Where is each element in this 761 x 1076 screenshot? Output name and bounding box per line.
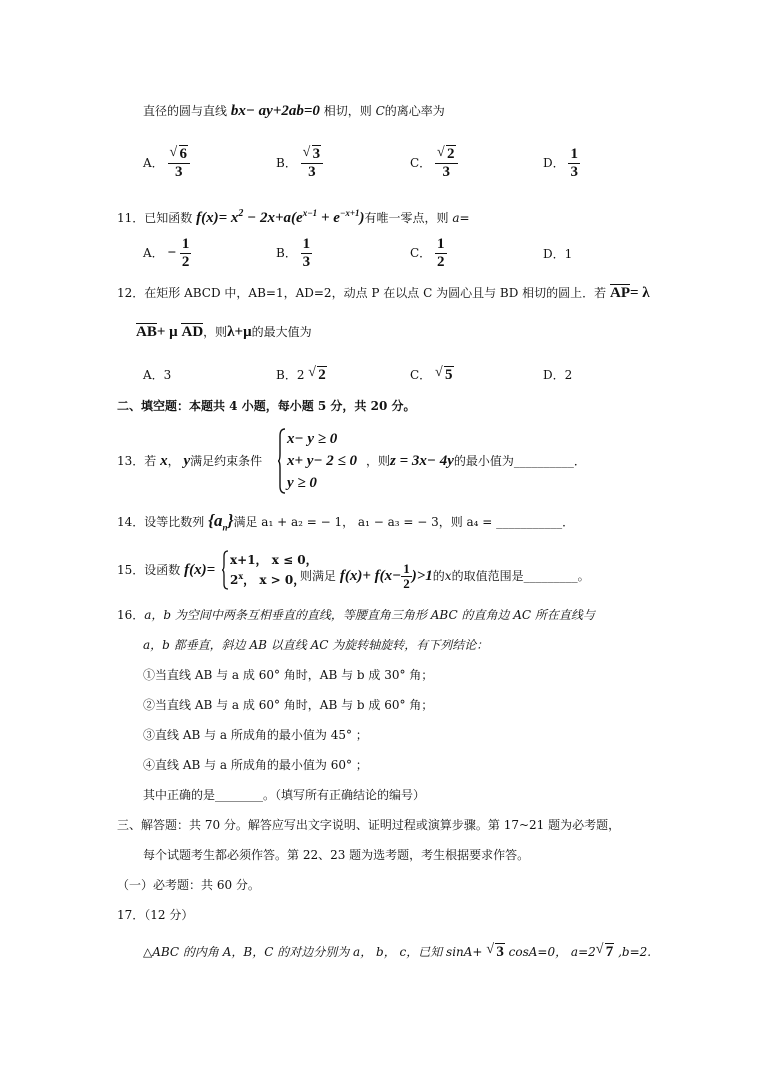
q14-stem: 14．设等比数列 $\{a_n\}$满足 a₁ + a₂ = − 1， a₁ − a₃ = − 3，则 a₄ = ___________．	[117, 511, 575, 533]
q10-option-a[interactable]: A． √ 6 3	[143, 146, 190, 181]
fraction: $\frac{1}{2}$	[403, 561, 410, 591]
fraction: √ 2 3	[435, 146, 458, 181]
q12-stem-line2: AB+ μ AD，则λ+μ的最大值为	[136, 324, 312, 340]
q16-statement-1: ①当直线 AB 与 a 成 60° 角时，AB 与 b 成 30° 角；	[143, 668, 434, 682]
q11-option-a[interactable]: A． − $\frac{1}{2}$	[143, 236, 190, 270]
q10-option-c[interactable]: C． √ 2 3	[410, 146, 458, 181]
q15-stem: 15．设函数 f(x)=	[117, 562, 216, 578]
part-required-heading: （一）必考题：共 60 分。	[117, 878, 260, 892]
q10-option-b[interactable]: B． √ 3 3	[276, 146, 323, 181]
q11-option-b[interactable]: B． $\frac{1}{3}$	[276, 236, 311, 270]
q11-option-d[interactable]: D．1	[543, 247, 573, 261]
fraction: $\frac{1}{2}$	[181, 236, 190, 270]
fraction: √ 6 3	[168, 146, 191, 181]
q13-objective: ，则z = 3x− 4y的最小值为__________．	[366, 453, 586, 469]
q12-option-b[interactable]: B．2 √ 2	[276, 365, 326, 383]
q11-option-c[interactable]: C． $\frac{1}{2}$	[410, 236, 445, 270]
q17-header: 17．（12 分）	[117, 908, 194, 922]
brace-icon	[222, 550, 229, 590]
q16-answer-blank: 其中正确的是________。（填写所有正确结论的编号）	[143, 788, 426, 802]
q11-stem: 11．已知函数 $f(x)= x^2 - 2x+a(e^{x-1} + e^{-x+1})$有唯一零点，则 a=	[117, 208, 470, 226]
q15-condition: 则满足 f(x)+ f(x− $\frac{1}{2}$ )>1的x的取值范围是_________。	[300, 561, 590, 591]
q12-stem-line1: 12．在矩形 ABCD 中，AB=1，AD=2，动点 P 在以点 C 为圆心且与 BD 相切的圆上．若 AP= λ	[117, 285, 650, 301]
section-heading-solutions-line2: 每个试题考生都必须作答。第 22、23 题为选考题，考生根据要求作答。	[143, 848, 530, 862]
q16-statement-3: ③直线 AB 与 a 所成角的最小值为 45° ；	[143, 728, 368, 742]
q16-statement-4: ④直线 AB 与 a 所成角的最小值为 60° ；	[143, 758, 368, 772]
q16-statement-2: ②当直线 AB 与 a 成 60° 角时，AB 与 b 成 60° 角；	[143, 698, 434, 712]
q16-stem-line1: 16．a，b 为空间中两条互相垂直的直线，等腰直角三角形 ABC 的直角边 AC 所在直线与	[117, 608, 595, 622]
fraction: $\frac{1}{3}$	[570, 146, 578, 180]
section-heading-fill-in: 二、填空题：本题共 4 小题，每小题 5 分，共 20 分。	[117, 399, 416, 413]
q17-stem: △ABC 的内角 A，B，C 的对边分别为 a， b， c，已知 sinA+ √ 3 cosA=0， a=2 √ 7 ,b=2.	[143, 942, 652, 960]
q12-option-c[interactable]: C． √ 5	[410, 365, 453, 383]
brace-icon	[278, 428, 286, 494]
fraction: $\frac{1}{2}$	[437, 236, 445, 270]
q10-continuation: 直径的圆与直线 bx− ay+2ab=0 相切，则 C的离心率为	[143, 103, 445, 119]
fraction: $\frac{1}{3}$	[302, 236, 311, 270]
section-heading-solutions: 三、解答题：共 70 分。解答应写出文字说明、证明过程或演算步骤。第 17~21 题为必考题，	[117, 818, 621, 832]
q10-option-d[interactable]: D． $\frac{1}{3}$	[543, 146, 578, 180]
q12-option-a[interactable]: A．3	[143, 368, 172, 382]
q12-option-d[interactable]: D．2	[543, 368, 573, 382]
q16-stem-line2: a，b 都垂直，斜边 AB 以直线 AC 为旋转轴旋转，有下列结论：	[143, 638, 489, 652]
q13-stem: 13．若 x， y满足约束条件	[117, 453, 263, 469]
fraction: √ 3 3	[301, 146, 324, 181]
